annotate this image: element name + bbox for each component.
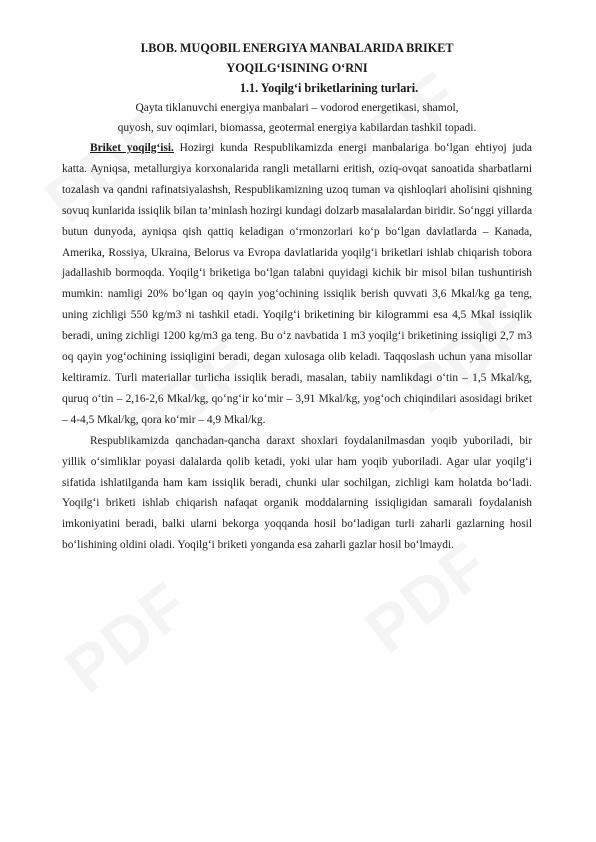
paragraph-lead: Briket yoqilg‘isi. bbox=[90, 142, 174, 154]
paragraph-briquette-fuel bbox=[62, 138, 532, 431]
intro-line2: quyosh, suv oqimlari, biomassa, geotermal energiya kabilardan tashkil topadi. bbox=[117, 122, 477, 134]
section-title: 1.1. Yoqilg‘i briketlarining turlari. bbox=[239, 81, 419, 95]
chapter-title-line2: YOQILG‘ISINING O‘RNI bbox=[226, 61, 368, 75]
paragraph-body: Hozirgi kunda Respublikamizda energi manbalariga bo‘lgan ehtiyoj juda katta. Ayniqsa, metallurgiya korxonalarida rangli metallarni eritish, oziq-ovqat sanoatida sharbatlarni tozalash va qandni rafinatsiyalashsh, Respublikamizning uzoq tuman va qishloqlari aholisini qishning sovuq kunlarida issiqlik bilan ta’minlash hozirgi kundagi dolzarb masalalardan biridir. So‘nggi yillarda butun dunyoda, ayniqsa qish qattiq keladigan o‘rmonzorlari ko‘p bo‘lgan davlatlarda – Kanada, Amerika, Rossiya, Ukraina, Belorus va Evropa davlatlarida yoqilg‘i briketlari ishlab chiqarish tobora jadallashib bormoqda. Yoqilg‘i briketiga bo‘lgan talabni quyidagi kichik bir misol bilan tushuntirish mumkin: namligi 20% bo‘lgan oq qayin yog‘ochining issiqlik berish quvvati 3,6 Mkal/kg ga teng, uning zichligi 550 kg/m3 ni tashkil etadi. Yoqilg‘i briketining bir kilogrammi esa 4,5 Mkal issiqlik beradi, uning zichligi 1200 kg/m3 ga teng. Bu o‘z navbatida 1 m3 yoqilg‘i briketining issiqligi 2,7 m3 oq qayin yog‘ochining issiqligini beradi, degan xulosaga olib keladi. Taqqoslash uchun yana misollar keltiramiz. Turli materiallar turlicha issiqlik beradi, masalan, tabiiy namlikdagi o‘tin – 1,5 Mkal/kg, quruq o‘tin – 2,16-2,6 Mkal/kg, qo‘ng‘ir ko‘mir – 3,91 Mkal/kg, yog‘och chiqindilari asosidagi briket – 4-4,5 Mkal/kg, qora ko‘mir – 4,9 Mkal/kg. bbox=[62, 142, 532, 426]
chapter-title bbox=[62, 38, 532, 78]
document-page bbox=[62, 38, 532, 556]
intro-line1: Qayta tiklanuvchi energiya manbalari – vodorod energetikasi, shamol, bbox=[135, 102, 459, 114]
intro-paragraph bbox=[62, 98, 532, 138]
paragraph-republic: Respublikamizda qanchadan-qancha daraxt shoxlari foydalanilmasdan yoqib yuboriladi, bir yillik o‘simliklar poyasi dalalarda qolib ketadi, yoki ular ham yoqib yuboriladi. Agar ular yoqilg‘i sifatida ishlatilganda ham kam issiqlik beradi, chunki ular sochilgan, zichligi kam holatda bo‘ladi. Yoqilg‘i briketi ishlab chiqarish nafaqat organik moddalarning issiqligidan samarali foydalanish imkoniyatini beradi, balki ularni bekorga yoqqanda hosil bo‘ladigan turli zaharli gazlarning hosil bo‘lishining oldini oladi. Yoqilg‘i briketi yonganda esa zaharli gazlar hosil bo‘lmaydi. bbox=[62, 434, 532, 552]
chapter-title-line1: I.BOB. MUQOBIL ENERGIYA MANBALARIDA BRIKET bbox=[140, 41, 454, 55]
